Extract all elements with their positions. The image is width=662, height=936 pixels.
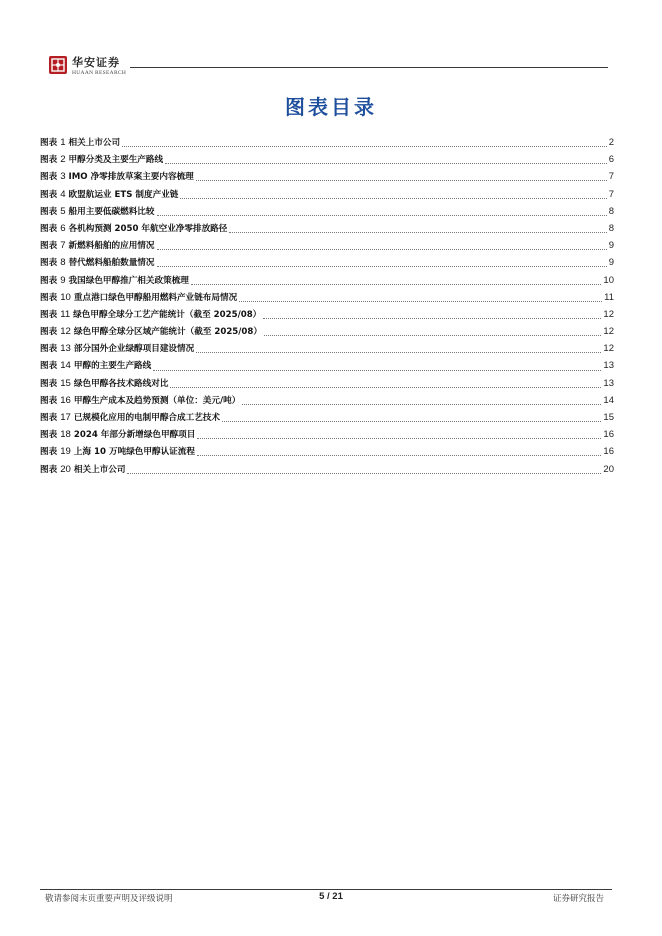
toc-entry-page: 16 (603, 446, 614, 458)
toc-leader-dots (222, 421, 601, 422)
toc-entry-prefix: 图表 (40, 206, 58, 217)
toc-leader-dots (263, 318, 601, 319)
logo-name: 华安证券 (72, 56, 120, 69)
toc-entry-label (40, 289, 237, 307)
toc-entry-label (40, 461, 125, 479)
toc-entry-number: 15 (60, 377, 71, 389)
toc-entry-label (40, 426, 195, 444)
toc-leader-dots (229, 232, 606, 233)
toc-entry-page: 9 (608, 257, 614, 269)
toc-entry[interactable] (40, 289, 614, 306)
toc-entry-text: 绿色甲醇全球分区域产能统计（截至 2025/08） (73, 327, 262, 338)
toc-entry-prefix: 图表 (40, 223, 58, 234)
toc-entry-prefix: 图表 (40, 138, 58, 148)
toc-leader-dots (196, 352, 601, 353)
toc-entry-number: 20 (60, 463, 71, 475)
toc-leader-dots (191, 284, 602, 285)
toc-entry[interactable] (40, 254, 614, 271)
toc-entry-number: 13 (60, 343, 71, 355)
toc-entry[interactable] (40, 168, 614, 185)
toc-entry-label (40, 254, 155, 272)
toc-entry-label (40, 323, 262, 341)
toc-entry[interactable] (40, 220, 614, 237)
toc-entry-page: 20 (603, 463, 614, 475)
toc-leader-dots (157, 266, 607, 267)
toc-entry-label (40, 272, 189, 290)
toc-entry-label (40, 134, 120, 152)
toc-entry-label (40, 237, 155, 255)
toc-entry-label (40, 151, 163, 169)
footer-report-type: 证券研究报告 (552, 894, 604, 904)
header-divider (130, 67, 608, 68)
toc-entry-page: 13 (603, 360, 614, 372)
toc-entry-number: 8 (60, 257, 66, 269)
toc-entry[interactable] (40, 134, 614, 151)
toc-entry-number: 10 (60, 291, 71, 303)
toc-entry-prefix: 图表 (40, 241, 58, 252)
toc-entry-label (40, 357, 151, 375)
toc-entry-page: 9 (608, 240, 614, 252)
toc-entry[interactable] (40, 272, 614, 289)
toc-entry-prefix: 图表 (40, 413, 58, 423)
toc-leader-dots (239, 301, 602, 302)
toc-entry-label (40, 220, 227, 238)
toc-entry-text: 相关上市公司 (73, 464, 126, 475)
toc-entry-label (40, 392, 240, 410)
toc-entry[interactable] (40, 426, 614, 443)
toc-leader-dots (157, 249, 607, 250)
toc-entry-page: 6 (608, 154, 614, 166)
toc-leader-dots (196, 180, 607, 181)
toc-entry-label (40, 375, 168, 393)
toc-entry[interactable] (40, 306, 614, 323)
toc-entry[interactable] (40, 186, 614, 203)
toc-leader-dots (157, 215, 607, 216)
toc-entry[interactable] (40, 357, 614, 374)
toc-entry[interactable] (40, 443, 614, 460)
toc-entry-prefix: 图表 (40, 275, 58, 286)
toc-entry-prefix: 图表 (40, 258, 58, 269)
toc-entry-page: 7 (608, 171, 614, 183)
toc-leader-dots (170, 387, 601, 388)
toc-entry-number: 14 (60, 360, 71, 372)
toc-entry-text: 部分国外企业绿醇项目建设情况 (73, 344, 195, 355)
toc-leader-dots (165, 163, 607, 164)
toc-entry-number: 16 (60, 394, 71, 406)
toc-entry-prefix: 图表 (40, 309, 58, 320)
toc-entry[interactable] (40, 203, 614, 220)
toc-entry-page: 8 (608, 222, 614, 234)
toc-entry-number: 6 (60, 222, 66, 234)
toc-entry-number: 11 (60, 308, 71, 320)
toc-entry-label (40, 168, 194, 186)
toc-entry-page: 2 (608, 137, 614, 148)
toc-entry-text: 我国绿色甲醇推广相关政策梳理 (68, 275, 189, 286)
page-title: 图表目录 (285, 95, 377, 119)
toc-entry-text: 已规模化应用的电制甲醇合成工艺技术 (73, 413, 220, 423)
toc-entry-text: 替代燃料船舶数量情况 (68, 258, 155, 269)
page-number: 5 / 21 (319, 891, 343, 902)
toc-entry-text: 甲醇生产成本及趋势预测（单位：美元/吨） (73, 395, 241, 406)
footer-disclaimer: 敬请参阅末页重要声明及评级说明 (45, 894, 173, 904)
toc-entry-prefix: 图表 (40, 378, 58, 389)
huaan-logo-icon (49, 56, 67, 74)
toc-leader-dots (153, 370, 601, 371)
footer-divider (40, 889, 612, 890)
toc-entry-text: 重点港口绿色甲醇船用燃料产业链布局情况 (73, 292, 238, 303)
toc-entry-page: 7 (608, 188, 614, 200)
toc-entry-number: 9 (60, 274, 66, 286)
toc-entry[interactable] (40, 461, 614, 478)
toc-entry-number: 19 (60, 446, 71, 458)
toc-entry-text: 相关上市公司 (68, 138, 121, 148)
toc-entry-number: 2 (60, 154, 66, 166)
toc-entry-prefix: 图表 (40, 361, 58, 372)
toc-entry-prefix: 图表 (40, 344, 58, 355)
toc-entry-prefix: 图表 (40, 189, 58, 200)
toc-entry[interactable] (40, 392, 614, 409)
toc-entry-label (40, 306, 261, 324)
toc-leader-dots (264, 335, 601, 336)
toc-entry-prefix: 图表 (40, 172, 58, 183)
toc-entry-text: 欧盟航运业 ETS 制度产业链 (68, 189, 179, 200)
toc-entry-label (40, 409, 220, 427)
toc-entry-page: 12 (603, 343, 614, 355)
toc-entry[interactable] (40, 237, 614, 254)
toc-entry-text: 新燃料船舶的应用情况 (68, 241, 155, 252)
toc-entry-number: 5 (60, 205, 66, 217)
toc-entry-label (40, 340, 194, 358)
toc-entry-prefix: 图表 (40, 447, 58, 458)
toc-entry-label (40, 443, 195, 461)
toc-entry-page: 13 (603, 377, 614, 389)
toc-entry-text: 船用主要低碳燃料比较 (68, 206, 155, 217)
toc-entry-page: 12 (603, 308, 614, 320)
toc-entry-number: 12 (60, 326, 71, 338)
toc-entry[interactable] (40, 151, 614, 168)
toc-entry-text: 各机构预测 2050 年航空业净零排放路径 (68, 223, 228, 234)
toc-entry-text: IMO 净零排放草案主要内容梳理 (68, 172, 194, 183)
toc-entry-page: 15 (603, 412, 614, 423)
toc-entry-prefix: 图表 (40, 155, 58, 166)
toc-entry-prefix: 图表 (40, 395, 58, 406)
toc-entry-page: 10 (603, 274, 614, 286)
toc-entry-number: 7 (60, 240, 66, 252)
toc-entry-page: 14 (603, 394, 614, 406)
toc-entry-text: 绿色甲醇全球分工艺产能统计（截至 2025/08） (73, 309, 262, 320)
toc-leader-dots (180, 198, 606, 199)
toc-entry-number: 3 (60, 171, 66, 183)
toc-entry-prefix: 图表 (40, 430, 58, 441)
table-of-figures (40, 134, 614, 478)
toc-entry-number: 18 (60, 429, 71, 441)
logo-subtitle: HUAAN RESEARCH (72, 70, 127, 76)
toc-entry-page: 12 (603, 326, 614, 338)
toc-leader-dots (127, 473, 601, 474)
toc-entry-number: 17 (60, 412, 71, 423)
toc-entry-prefix: 图表 (40, 464, 58, 475)
toc-entry-page: 11 (604, 291, 614, 303)
toc-entry-page: 8 (608, 205, 614, 217)
toc-entry-number: 4 (60, 188, 66, 200)
toc-entry-text: 甲醇分类及主要生产路线 (68, 155, 164, 166)
toc-leader-dots (197, 455, 601, 456)
toc-leader-dots (197, 438, 601, 439)
toc-entry-number: 1 (60, 137, 66, 148)
toc-entry-page: 16 (603, 429, 614, 441)
toc-entry-label (40, 186, 178, 204)
toc-entry-text: 2024 年部分新增绿色甲醇项目 (73, 430, 196, 441)
toc-leader-dots (122, 146, 607, 147)
page-header (0, 0, 662, 90)
toc-entry[interactable] (40, 409, 614, 426)
toc-entry[interactable] (40, 323, 614, 340)
toc-entry-text: 上海 10 万吨绿色甲醇认证流程 (73, 447, 195, 458)
toc-entry-prefix: 图表 (40, 292, 58, 303)
toc-leader-dots (242, 404, 601, 405)
toc-entry-text: 甲醇的主要生产路线 (73, 361, 152, 372)
toc-entry-prefix: 图表 (40, 327, 58, 338)
toc-entry[interactable] (40, 340, 614, 357)
toc-entry-label (40, 203, 155, 221)
toc-entry-text: 绿色甲醇各技术路线对比 (73, 378, 169, 389)
toc-entry[interactable] (40, 375, 614, 392)
